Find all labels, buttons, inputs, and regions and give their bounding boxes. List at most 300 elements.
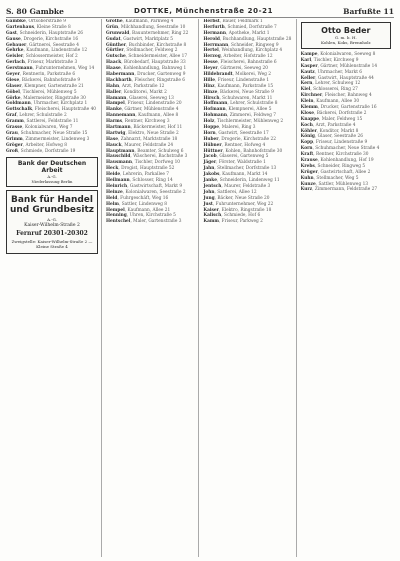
- entry-text: , Buchhandlung, Hauptstraße 28: [219, 36, 292, 42]
- entry-name: Grothe: [106, 19, 123, 24]
- directory-entry: [301, 76, 392, 81]
- directory-entry: [106, 37, 196, 42]
- directory-entry: [106, 84, 196, 89]
- directory-entry: [203, 196, 293, 201]
- directory-entry: [301, 64, 392, 69]
- entry-name: Hinz: [203, 83, 215, 89]
- entry-text: , Bauunternehmer, Ring 22: [129, 30, 189, 36]
- entry-name: Gerstmann: [6, 66, 33, 72]
- directory-entry: [203, 101, 293, 106]
- entry-name: Grün: [106, 24, 119, 30]
- directory-entry: [301, 158, 392, 163]
- header-right: Barfußte 11: [343, 6, 394, 16]
- directory-entry: [301, 117, 392, 122]
- entry-name: Jentsch: [203, 183, 222, 189]
- ad-bank-address: Kaiser-Wilhelm-Straße 2: [24, 222, 80, 228]
- directory-entry: [301, 187, 392, 192]
- directory-entry: [106, 101, 196, 106]
- directory-entry: [6, 96, 99, 101]
- directory-entry: [301, 99, 392, 104]
- directory-entry: [106, 178, 196, 183]
- entry-text: , Gastwirtschaft, Markt 9: [127, 183, 183, 189]
- entry-text: , Apotheke, Markt 1: [225, 30, 270, 36]
- entry-text: , Friseur, Parkweg 2: [218, 219, 263, 225]
- header-left: S. 80 Gambke: [6, 6, 64, 16]
- entry-text: , Drucker, Gartenweg 9: [134, 72, 186, 78]
- entry-name: Huber: [203, 136, 219, 142]
- entry-text: , Molkerei, Weg 2: [232, 72, 271, 78]
- entry-text: , Elektro, Neue Straße 2: [125, 130, 179, 136]
- entry-name: Geyer: [6, 72, 20, 78]
- entry-text: , Kohlen, Bahnhofstraße 30: [222, 148, 283, 154]
- entry-name: Groß: [6, 148, 19, 154]
- entry-name: Heck: [106, 166, 119, 172]
- directory-entry: [203, 166, 293, 171]
- entry-name: Hase: [106, 136, 118, 142]
- directory-entry: [203, 25, 293, 30]
- entry-name: Görke: [6, 95, 21, 101]
- entry-name: Grasse: [6, 125, 23, 131]
- directory-entry: [203, 72, 293, 77]
- entry-name: Hildebrandt: [203, 72, 233, 78]
- entry-text: , Bürobedarf, Hauptstraße 33: [121, 60, 186, 66]
- entry-name: Hempel: [106, 207, 125, 213]
- entry-name: Herrmann: [203, 42, 229, 48]
- entry-text: , Maler, Feldweg 15: [319, 116, 363, 122]
- entry-name: Hannemann: [106, 113, 136, 119]
- directory-entry: [203, 54, 293, 59]
- entry-name: Horn: [203, 130, 216, 136]
- directory-entry: [6, 101, 99, 106]
- entry-name: Jahn: [203, 166, 215, 172]
- entry-name: Holz: [203, 119, 215, 125]
- directory-entry: [106, 54, 196, 59]
- directory-entry: [6, 60, 99, 65]
- entry-name: Hertel: [203, 48, 219, 54]
- entry-name: Krebs: [300, 163, 315, 169]
- directory-entry: [203, 202, 293, 207]
- entry-name: Hanke: [106, 107, 122, 113]
- ad-bank-ag: A.-G.: [47, 216, 57, 222]
- entry-text: , Maler, Gartenstraße 3: [130, 219, 182, 225]
- entry-name: Karl: [300, 57, 312, 63]
- directory-entry: [301, 123, 392, 128]
- entry-name: Klemm: [300, 105, 318, 111]
- entry-text: , Gastwirtschaft, Allee 2: [317, 169, 371, 175]
- entry-text: , Klempnerei, Allee 5: [225, 107, 272, 113]
- directory-entry: [203, 31, 293, 36]
- entry-name: Kiel: [300, 87, 311, 93]
- entry-name: Herold: [203, 36, 220, 42]
- entry-name: Hamann: [106, 95, 127, 101]
- entry-text: , Kolonialwaren, Seeweg 8: [317, 52, 376, 57]
- directory-entry: [106, 208, 196, 213]
- entry-name: Hampel: [106, 101, 125, 107]
- entry-name: Kopp: [300, 140, 314, 146]
- directory-entry: [301, 134, 392, 139]
- directory-entry: [301, 52, 392, 57]
- entry-text: , Konditor, Markt 8: [316, 128, 359, 134]
- directory-entry: [301, 81, 392, 86]
- entry-name: Hermann: [203, 30, 226, 36]
- directory-entry: [106, 90, 196, 95]
- entry-text: , Weinhandlung, Kirchplatz 4: [218, 48, 283, 54]
- entry-name: Graf: [6, 113, 17, 119]
- entry-text: , Gastwirt, Hauptstraße 44: [315, 75, 374, 81]
- directory-entry: [106, 131, 196, 136]
- entry-name: Kraft: [300, 152, 314, 158]
- entry-text: , Kohlenhandlung, Bahnweg 1: [120, 66, 187, 72]
- ad-bank-arbeit: [6, 157, 98, 187]
- entry-text: , Tischler, Kirchweg 9: [311, 57, 359, 63]
- directory-entry: [203, 113, 293, 118]
- entry-text: , Schneider, Ringweg 9: [228, 42, 279, 48]
- entry-name: Hentschel: [106, 219, 131, 225]
- directory-entry: [203, 37, 293, 42]
- entry-text: , Kolonialwaren, Seestraße 2: [122, 189, 186, 195]
- entry-name: Haller: [106, 89, 122, 95]
- directory-entry: [6, 107, 99, 112]
- entry-text: , Lehrer, Schulstraße 2: [16, 113, 67, 119]
- directory-entry: [203, 78, 293, 83]
- entry-text: , Konditorei, Markt 2: [121, 89, 167, 95]
- entry-text: , Schneiderin, Lindenweg 11: [216, 178, 280, 184]
- directory-entry: [6, 31, 99, 36]
- entry-name: Glaser: [6, 83, 22, 89]
- directory-entry: [106, 19, 196, 24]
- entry-name: Heinze: [106, 189, 123, 195]
- entry-text: , Schlosserei, Ring 27: [310, 87, 358, 93]
- directory-entry: [6, 43, 99, 48]
- entry-name: König: [300, 134, 315, 140]
- directory-entry: [203, 219, 293, 224]
- entry-text: , Bauer, Feldmark 1: [219, 19, 263, 24]
- entry-name: Gebauer: [6, 42, 27, 48]
- directory-entry: [106, 166, 196, 171]
- directory-entry: [6, 72, 99, 77]
- directory-entry: [106, 172, 196, 177]
- directory-entry: [301, 58, 392, 63]
- entry-text: , Arbeiter, Hofweg 8: [22, 142, 67, 148]
- entry-name: Koch: [300, 122, 313, 128]
- entry-name: Hohmann: [203, 113, 227, 119]
- directory-entry: [106, 25, 196, 30]
- directory-entry: [301, 70, 392, 75]
- directory-entry: [106, 31, 196, 36]
- directory-entry: [203, 90, 293, 95]
- entry-name: Hesse: [203, 60, 218, 66]
- entry-name: Gottschalk: [6, 107, 33, 113]
- directory-entry: [301, 170, 392, 175]
- directory-entry: [203, 143, 293, 148]
- ad-bank-title: Bank für Handel und Grundbesitz: [9, 194, 94, 215]
- entry-name: Just: [203, 201, 213, 207]
- entry-text: , Gärtnerei, Seestraße 4: [26, 42, 79, 48]
- directory-entry: [301, 164, 392, 169]
- entry-text: , Schneider, Ringweg 5: [314, 163, 366, 169]
- directory-entry: [6, 143, 99, 148]
- directory-entry: [106, 72, 196, 77]
- entry-text: , Friseur, Marktstraße 3: [24, 60, 78, 66]
- directory-entry: [203, 96, 293, 101]
- directory-entry: [106, 66, 196, 71]
- directory-entry: [203, 160, 293, 165]
- entry-name: Korn: [300, 146, 313, 152]
- entry-text: , Förster, Waldstraße 1: [216, 160, 266, 166]
- entry-text: , Arzt, Parkstraße 4: [312, 122, 356, 128]
- entry-name: Hackbarth: [106, 77, 132, 83]
- entry-name: Grimm: [6, 136, 23, 142]
- directory-entry: [203, 48, 293, 53]
- entry-text: , Malermeister, Ringstraße 30: [20, 95, 86, 101]
- ad-arbeit-branch: Niederlassung Berlin: [31, 178, 73, 184]
- entry-name: Hille: [203, 77, 216, 83]
- entry-name: Henning: [106, 213, 127, 219]
- entry-text: , Kaufmann, Allee 21: [124, 207, 171, 213]
- entry-text: , Kaufmann, Markt 14: [219, 172, 268, 178]
- directory-entry: [203, 19, 293, 24]
- entry-name: Heide: [106, 172, 121, 178]
- entry-name: Grunwald: [106, 30, 130, 36]
- entry-name: Hauschild: [106, 154, 131, 160]
- directory-entry: [6, 125, 99, 130]
- column-1: [6, 19, 102, 557]
- entry-name: Hofmann: [203, 107, 226, 113]
- directory-entry: [301, 182, 392, 187]
- entry-text: , Schneiderin, Hauptstraße 26: [16, 30, 83, 36]
- entry-text: , Fleischer, Ringstraße 6: [131, 77, 186, 83]
- entry-text: , Fuhrunternehmen, Weg 14: [32, 66, 95, 72]
- entry-text: , Glaser, Seestraße 26: [314, 134, 363, 140]
- directory-entry: [203, 184, 293, 189]
- entry-text: , Gastwirt, Marktplatz 5: [120, 36, 173, 42]
- entry-name: Gramm: [6, 119, 24, 125]
- entry-text: , Kaufmann, Allee 30: [313, 99, 360, 105]
- entry-name: Günther: [106, 42, 127, 48]
- entry-text: , Drogist, Hauptstraße 52: [118, 166, 175, 172]
- entry-name: Kern: [300, 81, 313, 87]
- entry-text: , Fleischer, Bahnweg 4: [322, 93, 372, 99]
- entry-name: Hartwig: [106, 130, 126, 136]
- entry-name: Hauptmann: [106, 148, 135, 154]
- entry-name: Hoffmann: [203, 101, 228, 107]
- directory-entry: [301, 129, 392, 134]
- directory-entry: [203, 119, 293, 124]
- entry-name: Hartmann: [106, 125, 131, 131]
- header-center: DOTTKE, Münchenstraße 20-21: [133, 7, 274, 15]
- directory-entry: [106, 196, 196, 201]
- entry-text: , Arzt, Parkstraße 12: [119, 83, 165, 89]
- entry-name: Gürtler: [106, 48, 124, 54]
- directory-entry: [203, 131, 293, 136]
- entry-text: , Sattler, Mühlenweg 13: [315, 181, 369, 187]
- entry-name: Herfurth: [203, 24, 225, 30]
- directory-entry: [301, 105, 392, 110]
- entry-text: , Lehrerin, Parkallee 7: [120, 172, 170, 178]
- entry-name: Hüttner: [203, 148, 223, 154]
- entry-name: Gast: [6, 30, 17, 36]
- ad-otto-beder: [301, 22, 391, 49]
- entry-name: Gutsche: [106, 54, 126, 60]
- entry-text: , Uhren, Kirchstraße 5: [126, 213, 176, 219]
- entry-name: Gerlach: [6, 60, 25, 66]
- entry-text: , Friseur, Lindenstraße 1: [215, 77, 270, 83]
- directory-entry: [6, 113, 99, 118]
- entry-text: , Glaserei, Seeweg 13: [126, 95, 174, 101]
- entry-name: Kurz: [300, 187, 313, 193]
- directory-entry: [6, 48, 99, 53]
- entry-text: , Tischlerei, Mühlenweg 5: [19, 89, 77, 95]
- entry-text: , Fuhrunternehmer, Weg 22: [212, 201, 274, 207]
- directory-entry: [106, 113, 196, 118]
- entry-text: , Sattler, Lindenweg 8: [118, 201, 168, 207]
- entry-name: Held: [106, 195, 118, 201]
- ad-otto-desc: Kohlen, Koks, Brennholz: [320, 40, 371, 45]
- ad-otto-sub: G. m. b. H.: [334, 35, 357, 40]
- directory-entry: [106, 96, 196, 101]
- entry-text: , Drucker, Gartenstraße 16: [317, 105, 377, 111]
- directory-entry: [203, 154, 293, 159]
- directory-entry: [203, 190, 293, 195]
- entry-name: Hübner: [203, 142, 222, 148]
- directory-entry: [203, 213, 293, 218]
- entry-text: , Uhrmacher, Kirchplatz 1: [30, 101, 88, 107]
- entry-text: , Schuhmacher, Neue Straße 4: [312, 146, 380, 152]
- entry-text: , Kaufmann, Lindenstraße 12: [23, 48, 88, 54]
- entry-text: , Beamter, Schulweg 6: [134, 148, 184, 154]
- directory-entry: [203, 107, 293, 112]
- entry-text: , Gärtner, Mühlenstraße 14: [317, 63, 378, 69]
- entry-text: , Zimmermeister, Lindenweg 3: [22, 136, 90, 142]
- entry-text: , Ortsoberstraße 9: [25, 19, 66, 24]
- entry-text: , Malerei, Ring 3: [219, 125, 256, 131]
- entry-name: Keller: [300, 75, 316, 81]
- entry-name: Knappe: [300, 116, 320, 122]
- entry-text: , Klempner, Gartenstraße 21: [21, 83, 84, 89]
- entry-name: Kuhn: [300, 175, 314, 181]
- entry-text: , Maurer, Feldstraße 3: [221, 183, 271, 189]
- directory-entry: [6, 119, 99, 124]
- entry-name: Krüger: [300, 169, 318, 175]
- entry-text: , Friseur, Lindenstraße 20: [124, 101, 182, 107]
- entry-text: , Stellmacher, Feldweg 2: [123, 48, 178, 54]
- entry-text: , Gastwirt, Seestraße 17: [215, 130, 269, 136]
- directory-entry: [106, 48, 196, 53]
- entry-name: Habermann: [106, 72, 135, 78]
- entry-name: Hoppe: [203, 125, 219, 131]
- directory-entry: [106, 160, 196, 165]
- entry-name: Kasper: [300, 63, 318, 69]
- directory-entry: [106, 190, 196, 195]
- entry-text: , Gärtner, Mühlenstraße 4: [121, 107, 179, 113]
- entry-text: , Schneidermeister, Allee 17: [125, 54, 188, 60]
- entry-name: Kaiser: [203, 207, 219, 213]
- directory-entry: [106, 143, 196, 148]
- entry-text: , Lehrer, Schulstraße 8: [227, 101, 278, 107]
- entry-name: Giese: [6, 77, 20, 83]
- directory-entry: [301, 93, 392, 98]
- directory-entry: [203, 60, 293, 65]
- entry-text: , Rentner, Hofweg 4: [221, 142, 266, 148]
- entry-text: , Kaufmann, Parkweg 4: [122, 19, 174, 24]
- directory-entry: [6, 19, 99, 24]
- entry-text: , Kaufmann, Parkstraße 15: [214, 83, 274, 89]
- entry-text: , Fuhrgeschäft, Weg 16: [117, 195, 169, 201]
- directory-entry: [203, 84, 293, 89]
- entry-name: Helm: [106, 201, 119, 207]
- entry-name: Krause: [300, 158, 318, 164]
- directory-entry: [6, 149, 99, 154]
- directory-entry: [6, 54, 99, 59]
- directory-entry: [203, 208, 293, 213]
- entry-text: , Gärtnerei, Seeweg 20: [217, 66, 268, 72]
- entry-text: , Schmiede, Dorfstraße 19: [18, 148, 76, 154]
- directory-entry: [6, 37, 99, 42]
- directory-entry: [6, 131, 99, 136]
- entry-name: Hauck: [106, 142, 122, 148]
- entry-name: Harms: [106, 119, 123, 125]
- ad-otto-title: Otto Beder: [321, 26, 371, 35]
- entry-text: , Stellmacher, Weg 5: [313, 175, 359, 181]
- entry-text: , Bäckerei, Dorfstraße 2: [314, 110, 367, 116]
- entry-text: , Schmiede, Hof 6: [221, 213, 261, 219]
- entry-text: , Rentner, Kirchweg 3: [122, 119, 170, 125]
- directory-entry: [203, 66, 293, 71]
- entry-text: , Schuhwaren, Markt 11: [219, 95, 273, 101]
- entry-text: , Uhrmacher, Markt 6: [314, 69, 363, 75]
- directory-entry: [106, 119, 196, 124]
- directory-entry: [301, 146, 392, 151]
- ad-bank-phone: Fernruf 20301-20302: [16, 229, 88, 237]
- entry-text: , Buchbinder, Kirchstraße 8: [126, 42, 187, 48]
- entry-text: , Bäckermeister, Hof 11: [130, 125, 183, 131]
- entry-text: , Bäcker, Neue Straße 20: [214, 195, 270, 201]
- entry-text: , Friseur, Lindenstraße 9: [313, 140, 368, 146]
- entry-text: , Rentnerin, Parkstraße 6: [19, 72, 76, 78]
- directory-entry: [203, 149, 293, 154]
- entry-name: Gambke: [6, 19, 26, 24]
- entry-name: Goldmann: [6, 101, 31, 107]
- entry-name: Jäger: [203, 160, 217, 166]
- entry-text: , Elektro, Ringstraße 18: [218, 207, 272, 213]
- directory-entry: [106, 60, 196, 65]
- entry-name: Gause: [6, 36, 21, 42]
- entry-name: Köhler: [300, 128, 317, 134]
- entry-text: , Kolonialwaren, Weg 7: [22, 125, 73, 131]
- entry-name: Hinze: [203, 89, 218, 95]
- entry-name: Kamm: [203, 219, 219, 225]
- directory-entry: [301, 140, 392, 145]
- directory-entry: [203, 178, 293, 183]
- entry-name: Heinrich: [106, 183, 128, 189]
- directory-entry: [6, 78, 99, 83]
- entry-text: , Zahnarzt, Marktstraße 18: [118, 136, 178, 142]
- entry-text: , Milchhandlung, Seestraße 10: [118, 24, 186, 30]
- entry-text: , Drogerie, Kirchstraße 22: [218, 136, 276, 142]
- column-2: [106, 19, 199, 557]
- entry-name: Janke: [203, 178, 217, 184]
- entry-text: , Schlosser, Ring 14: [129, 178, 173, 184]
- entry-name: Heyer: [203, 66, 218, 72]
- ad-bank-handel: [6, 190, 98, 254]
- entry-name: Haase: [106, 66, 121, 72]
- entry-text: , Bäckerei, Bahnhofstraße 9: [19, 77, 81, 83]
- entry-name: Hausmann: [106, 160, 132, 166]
- entry-name: Jakobs: [203, 172, 220, 178]
- column-4: [301, 19, 394, 557]
- directory-entry: [301, 111, 392, 116]
- entry-text: , Zimmermann, Feldstraße 27: [312, 187, 378, 193]
